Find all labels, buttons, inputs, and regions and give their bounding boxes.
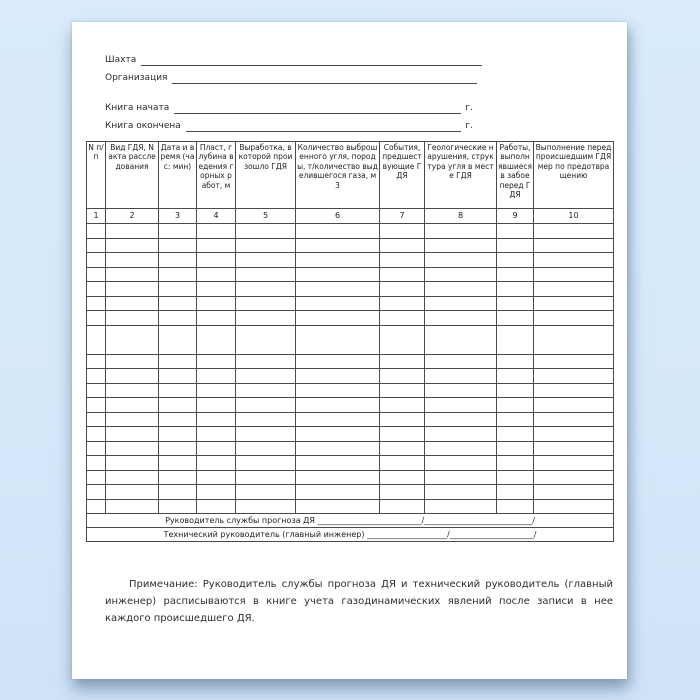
empty-cell (497, 499, 534, 514)
empty-cell (380, 311, 425, 326)
empty-cell (497, 354, 534, 369)
empty-cell (197, 325, 236, 354)
gdy-log-table (86, 141, 614, 542)
empty-cell (236, 441, 296, 456)
empty-cell (106, 325, 159, 354)
empty-cell (197, 485, 236, 500)
empty-cell (159, 282, 197, 297)
empty-cell (236, 470, 296, 485)
header-fields (105, 48, 627, 132)
empty-cell (296, 311, 380, 326)
empty-cell (380, 485, 425, 500)
empty-cell (159, 354, 197, 369)
empty-cell (159, 311, 197, 326)
empty-cell (87, 238, 106, 253)
empty-cell (425, 441, 497, 456)
column-number-row (87, 209, 614, 224)
column-number: 10 (534, 209, 614, 224)
empty-cell (497, 296, 534, 311)
empty-cell (296, 224, 380, 239)
empty-cell (159, 253, 197, 268)
empty-table-row (87, 325, 614, 354)
empty-cell (534, 267, 614, 282)
empty-cell (380, 427, 425, 442)
empty-cell (534, 224, 614, 239)
empty-cell (106, 369, 159, 384)
column-number: 1 (87, 209, 106, 224)
empty-cell (106, 224, 159, 239)
empty-cell (197, 369, 236, 384)
empty-cell (534, 311, 614, 326)
empty-cell (159, 412, 197, 427)
empty-table-row (87, 296, 614, 311)
column-number: 7 (380, 209, 425, 224)
signature-row-forecast-head (87, 514, 614, 528)
empty-cell (197, 296, 236, 311)
empty-table-row (87, 499, 614, 514)
organization-blank-line (172, 73, 477, 84)
empty-cell (197, 267, 236, 282)
empty-cell (106, 282, 159, 297)
empty-cell (534, 427, 614, 442)
empty-cell (425, 224, 497, 239)
empty-cell (236, 427, 296, 442)
empty-table-row (87, 354, 614, 369)
empty-cell (106, 499, 159, 514)
empty-cell (497, 470, 534, 485)
empty-cell (197, 253, 236, 268)
empty-cell (425, 485, 497, 500)
column-number: 9 (497, 209, 534, 224)
empty-cell (497, 383, 534, 398)
empty-cell (236, 354, 296, 369)
empty-cell (87, 224, 106, 239)
empty-cell (159, 398, 197, 413)
book-started-year-suffix: г. (465, 103, 473, 113)
empty-cell (380, 383, 425, 398)
empty-cell (380, 412, 425, 427)
column-number: 3 (159, 209, 197, 224)
empty-cell (380, 238, 425, 253)
empty-table-row (87, 267, 614, 282)
empty-cell (197, 470, 236, 485)
empty-cell (106, 470, 159, 485)
column-header: Пласт, глубина ведения горных работ, м (197, 142, 236, 209)
empty-cell (87, 470, 106, 485)
empty-cell (534, 238, 614, 253)
empty-cell (497, 282, 534, 297)
empty-cell (296, 296, 380, 311)
empty-cell (534, 441, 614, 456)
empty-cell (236, 383, 296, 398)
empty-cell (380, 325, 425, 354)
empty-cell (497, 441, 534, 456)
empty-cell (197, 398, 236, 413)
empty-cell (380, 369, 425, 384)
empty-cell (159, 224, 197, 239)
column-header: События, предшествующие ГДЯ (380, 142, 425, 209)
empty-cell (159, 485, 197, 500)
empty-table-row (87, 238, 614, 253)
empty-cell (380, 441, 425, 456)
empty-cell (296, 456, 380, 471)
empty-cell (159, 499, 197, 514)
column-header: Выработка, в которой произошло ГДЯ (236, 142, 296, 209)
empty-cell (159, 427, 197, 442)
empty-cell (534, 369, 614, 384)
empty-cell (197, 238, 236, 253)
empty-cell (425, 325, 497, 354)
empty-cell (197, 383, 236, 398)
book-started-blank-line (174, 103, 461, 114)
empty-cell (425, 427, 497, 442)
empty-cell (296, 325, 380, 354)
signature-row-chief-engineer (87, 528, 614, 542)
empty-cell (497, 267, 534, 282)
column-number: 6 (296, 209, 380, 224)
empty-cell (236, 224, 296, 239)
empty-cell (296, 267, 380, 282)
empty-cell (197, 224, 236, 239)
empty-cell (197, 441, 236, 456)
empty-cell (197, 311, 236, 326)
empty-cell (296, 427, 380, 442)
empty-table-row (87, 412, 614, 427)
empty-cell (197, 412, 236, 427)
empty-table-row (87, 398, 614, 413)
empty-cell (87, 398, 106, 413)
empty-cell (87, 267, 106, 282)
empty-cell (380, 470, 425, 485)
signature-line-chief-engineer: Технический руководитель (главный инженер) ____________________/_____________________/ (87, 528, 614, 542)
signature-rows-body (87, 514, 614, 542)
empty-cell (87, 296, 106, 311)
empty-table-row (87, 383, 614, 398)
empty-cell (380, 267, 425, 282)
empty-cell (106, 456, 159, 471)
empty-cell (425, 470, 497, 485)
empty-cell (236, 398, 296, 413)
empty-cell (87, 311, 106, 326)
empty-cell (425, 369, 497, 384)
empty-cell (159, 325, 197, 354)
empty-cell (425, 398, 497, 413)
empty-cell (534, 325, 614, 354)
empty-cell (296, 238, 380, 253)
empty-cell (106, 412, 159, 427)
empty-cell (87, 485, 106, 500)
empty-cell (87, 282, 106, 297)
empty-cell (159, 383, 197, 398)
empty-cell (425, 282, 497, 297)
empty-table-row (87, 224, 614, 239)
empty-cell (296, 485, 380, 500)
empty-cell (106, 238, 159, 253)
empty-cell (159, 267, 197, 282)
empty-cell (380, 398, 425, 413)
document-page (72, 22, 627, 679)
empty-table-row (87, 311, 614, 326)
empty-table-row (87, 282, 614, 297)
empty-cell (236, 253, 296, 268)
empty-cell (87, 369, 106, 384)
column-header: Вид ГДЯ, N акта расследования (106, 142, 159, 209)
empty-cell (296, 253, 380, 268)
empty-cell (159, 369, 197, 384)
empty-cell (197, 456, 236, 471)
signature-line-forecast-head: Руководитель службы прогноза ДЯ __________________________/___________________________/ (87, 514, 614, 528)
empty-cell (534, 296, 614, 311)
empty-cell (236, 296, 296, 311)
empty-cell (534, 485, 614, 500)
column-number: 5 (236, 209, 296, 224)
empty-cell (497, 224, 534, 239)
empty-cell (159, 470, 197, 485)
empty-cell (106, 267, 159, 282)
empty-cell (236, 499, 296, 514)
header-spacer (105, 84, 627, 96)
empty-cell (87, 354, 106, 369)
empty-cell (106, 354, 159, 369)
column-header: Геологические нарушения, структура угля в месте ГДЯ (425, 142, 497, 209)
empty-cell (425, 311, 497, 326)
empty-cell (87, 441, 106, 456)
empty-cell (380, 354, 425, 369)
empty-cell (106, 398, 159, 413)
empty-cell (236, 238, 296, 253)
empty-cell (534, 499, 614, 514)
mine-label: Шахта (105, 55, 137, 65)
book-finished-label: Книга окончена (105, 121, 181, 131)
empty-cell (497, 485, 534, 500)
empty-cell (106, 441, 159, 456)
column-number: 4 (197, 209, 236, 224)
empty-cell (380, 456, 425, 471)
empty-cell (296, 398, 380, 413)
empty-cell (534, 354, 614, 369)
empty-cell (534, 383, 614, 398)
empty-cell (497, 311, 534, 326)
empty-cell (106, 253, 159, 268)
empty-cell (380, 253, 425, 268)
empty-cell (236, 485, 296, 500)
empty-table-row (87, 470, 614, 485)
empty-table-row (87, 253, 614, 268)
empty-cell (497, 369, 534, 384)
empty-cell (159, 456, 197, 471)
organization-label: Организация (105, 73, 168, 83)
empty-cell (425, 238, 497, 253)
empty-cell (87, 499, 106, 514)
empty-cell (425, 354, 497, 369)
empty-cell (425, 267, 497, 282)
empty-table-row (87, 441, 614, 456)
book-started-label: Книга начата (105, 103, 170, 113)
empty-cell (534, 253, 614, 268)
field-book-finished (105, 114, 473, 132)
empty-table-row (87, 485, 614, 500)
empty-cell (380, 499, 425, 514)
empty-table-row (87, 456, 614, 471)
empty-cell (159, 238, 197, 253)
empty-cell (497, 325, 534, 354)
column-header: N п/п (87, 142, 106, 209)
empty-cell (380, 224, 425, 239)
empty-cell (296, 499, 380, 514)
empty-cell (236, 325, 296, 354)
empty-cell (497, 398, 534, 413)
empty-cell (236, 267, 296, 282)
empty-cell (534, 412, 614, 427)
empty-cell (296, 441, 380, 456)
empty-cell (87, 383, 106, 398)
book-finished-blank-line (186, 121, 462, 132)
empty-cell (425, 456, 497, 471)
empty-cell (87, 456, 106, 471)
empty-cell (497, 427, 534, 442)
field-mine (105, 48, 482, 66)
empty-cell (106, 311, 159, 326)
empty-cell (425, 253, 497, 268)
empty-cell (497, 412, 534, 427)
empty-cell (296, 412, 380, 427)
empty-cell (197, 499, 236, 514)
column-header: Работы, выполнявшиеся в забое перед ГДЯ (497, 142, 534, 209)
empty-cell (159, 296, 197, 311)
empty-cell (106, 383, 159, 398)
empty-cell (425, 296, 497, 311)
empty-cell (380, 296, 425, 311)
column-header: Дата и время (час: мин) (159, 142, 197, 209)
empty-cell (534, 282, 614, 297)
book-finished-year-suffix: г. (465, 121, 473, 131)
column-header: Выполнение перед происшедшим ГДЯ мер по предотвращению (534, 142, 614, 209)
column-number: 2 (106, 209, 159, 224)
empty-cell (497, 253, 534, 268)
empty-cell (87, 427, 106, 442)
empty-cell (296, 354, 380, 369)
empty-rows-body (87, 224, 614, 514)
column-number: 8 (425, 209, 497, 224)
empty-cell (106, 296, 159, 311)
empty-cell (425, 412, 497, 427)
empty-cell (296, 369, 380, 384)
empty-cell (380, 282, 425, 297)
empty-table-row (87, 369, 614, 384)
empty-cell (87, 412, 106, 427)
empty-cell (106, 485, 159, 500)
empty-cell (425, 499, 497, 514)
empty-cell (87, 253, 106, 268)
empty-cell (197, 354, 236, 369)
empty-cell (497, 456, 534, 471)
note-paragraph: Примечание: Руководитель службы прогноза ДЯ и технический руководитель (главный инженер) расписываются в книге учета газодинамических явлений после записи в нее каждого происшедшего ДЯ. (105, 579, 613, 624)
empty-cell (236, 412, 296, 427)
empty-cell (236, 369, 296, 384)
empty-cell (534, 456, 614, 471)
empty-cell (534, 398, 614, 413)
empty-cell (106, 427, 159, 442)
empty-cell (236, 282, 296, 297)
empty-cell (197, 427, 236, 442)
empty-cell (197, 282, 236, 297)
empty-cell (296, 470, 380, 485)
empty-cell (236, 456, 296, 471)
empty-cell (425, 383, 497, 398)
empty-table-row (87, 427, 614, 442)
field-organization (105, 66, 477, 84)
empty-cell (236, 311, 296, 326)
column-header: Количество выброшенного угля, породы, т/количество выделившегося газа, м3 (296, 142, 380, 209)
empty-cell (497, 238, 534, 253)
field-book-started (105, 96, 473, 114)
empty-cell (159, 441, 197, 456)
column-header-row (87, 142, 614, 209)
empty-cell (296, 282, 380, 297)
mine-blank-line (141, 55, 482, 66)
empty-cell (296, 383, 380, 398)
empty-cell (534, 470, 614, 485)
empty-cell (87, 325, 106, 354)
